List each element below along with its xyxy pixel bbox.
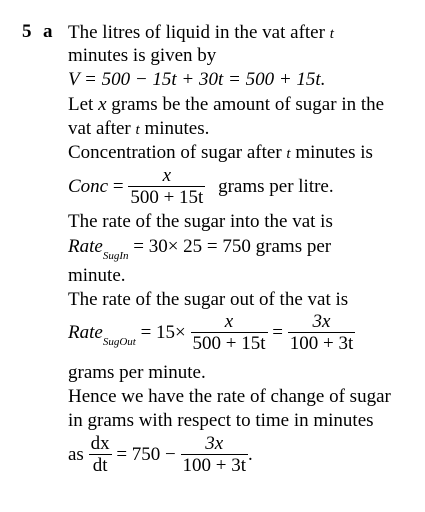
label: Rate — [68, 321, 103, 343]
text-line-1 — [68, 21, 334, 46]
text: minutes. — [144, 118, 210, 139]
numerator: dx — [90, 433, 110, 454]
text: grams be the amount of sugar in the — [111, 94, 385, 115]
text: Concentration of sugar after — [68, 142, 282, 163]
text: as — [68, 443, 84, 465]
denominator: 500 + 15t — [130, 187, 204, 208]
equation: V = 500 − 15t + 30t = 500 + 15t. — [68, 69, 326, 90]
fraction-2 — [288, 312, 356, 355]
label: Conc — [68, 175, 109, 197]
label: Rate — [68, 236, 103, 257]
denominator: 100 + 3t — [182, 455, 247, 476]
numerator: 3x — [205, 433, 224, 454]
variable: t — [135, 122, 140, 138]
fraction-1 — [191, 312, 268, 355]
equation: = 30× 25 = 750 — [133, 236, 251, 257]
concentration-equation: Conc = $\frac{x}{500 + 15t}$ grams per litre. — [68, 165, 334, 208]
text: vat after — [68, 118, 131, 139]
numerator: 3x — [312, 311, 331, 332]
text: Let — [68, 94, 94, 115]
variable: t — [286, 146, 291, 162]
denominator: 100 + 3t — [289, 333, 354, 354]
text-line-8: The rate of the sugar into the vat is — [68, 211, 333, 232]
fraction — [181, 434, 249, 477]
equals: = — [272, 321, 283, 343]
denominator: dt — [89, 454, 112, 477]
question-number: 5 — [22, 21, 32, 42]
period: . — [248, 443, 253, 465]
numerator: x — [162, 165, 172, 186]
text-line-4 — [68, 93, 384, 117]
unit: grams per — [255, 236, 332, 257]
text: The litres of liquid in the vat after — [68, 22, 325, 43]
rate-out-equation — [68, 312, 355, 355]
coefficient: = 15× — [140, 321, 186, 343]
numerator: x — [224, 311, 234, 332]
question-part: a — [43, 21, 53, 42]
differential-equation — [68, 434, 253, 477]
variable: x — [98, 94, 107, 115]
expression: = 750 − — [116, 443, 176, 465]
denominator: 500 + 15t — [192, 333, 266, 354]
text-line-10: minute. — [68, 265, 126, 286]
fraction — [128, 166, 205, 209]
text-line-14: Hence we have the rate of change of sugar — [68, 386, 391, 407]
text-line-13: grams per minute. — [68, 362, 206, 383]
volume-equation — [68, 68, 325, 92]
unit: grams per litre. — [218, 175, 334, 197]
text-line-11: The rate of the sugar out of the vat is — [68, 289, 349, 310]
text-line-2: minutes is given by — [68, 45, 217, 66]
text: minutes is — [295, 142, 373, 163]
rate-in-equation — [68, 235, 331, 261]
text-line-5 — [68, 117, 209, 142]
variable: t — [329, 26, 334, 42]
text-line-15: in grams with respect to time in minutes — [68, 410, 374, 431]
text-line-6 — [68, 141, 373, 166]
subscript: SugIn — [102, 250, 129, 262]
subscript: SugOut — [102, 335, 136, 348]
derivative — [89, 434, 112, 477]
